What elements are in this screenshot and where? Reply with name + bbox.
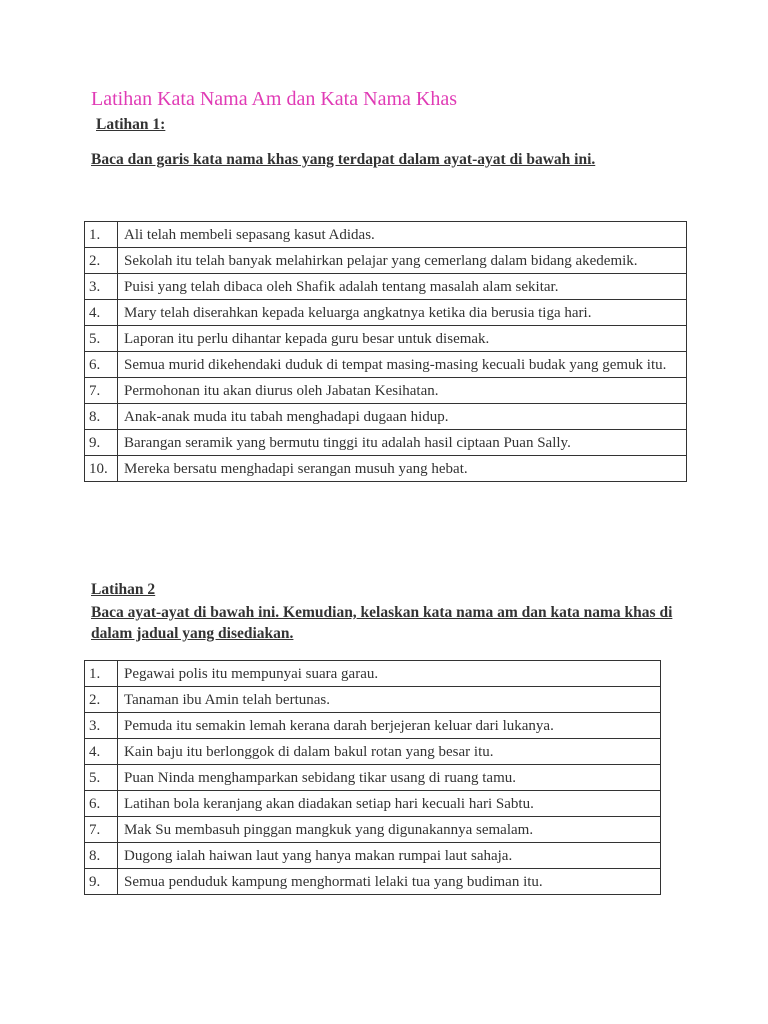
row-number: 7. <box>85 817 118 843</box>
table-row <box>85 248 687 274</box>
row-sentence: Latihan bola keranjang akan diadakan setiap hari kecuali hari Sabtu. <box>118 791 661 817</box>
row-number: 7. <box>85 378 118 404</box>
table-row <box>85 661 661 687</box>
row-number: 5. <box>85 326 118 352</box>
table-row <box>85 713 661 739</box>
table-row <box>85 352 687 378</box>
table-row <box>85 739 661 765</box>
table-row <box>85 869 661 895</box>
row-sentence: Tanaman ibu Amin telah bertunas. <box>118 687 661 713</box>
table-row <box>85 456 687 482</box>
table-row <box>85 765 661 791</box>
row-number: 8. <box>85 404 118 430</box>
row-number: 4. <box>85 739 118 765</box>
page-title: Latihan Kata Nama Am dan Kata Nama Khas <box>91 88 457 110</box>
table-row <box>85 817 661 843</box>
table-row <box>85 843 661 869</box>
row-number: 4. <box>85 300 118 326</box>
latihan2-heading: Latihan 2 <box>91 581 156 598</box>
latihan1-instruction: Baca dan garis kata nama khas yang terdapat dalam ayat-ayat di bawah ini. <box>91 151 596 168</box>
row-sentence: Anak-anak muda itu tabah menghadapi dugaan hidup. <box>118 404 687 430</box>
table-row <box>85 430 687 456</box>
row-sentence: Dugong ialah haiwan laut yang hanya makan rumpai laut sahaja. <box>118 843 661 869</box>
latihan1-heading: Latihan 1: <box>96 116 166 133</box>
row-number: 2. <box>85 687 118 713</box>
latihan1-table <box>84 221 687 482</box>
row-sentence: Barangan seramik yang bermutu tinggi itu adalah hasil ciptaan Puan Sally. <box>118 430 687 456</box>
row-sentence: Puan Ninda menghamparkan sebidang tikar usang di ruang tamu. <box>118 765 661 791</box>
row-sentence: Mak Su membasuh pinggan mangkuk yang digunakannya semalam. <box>118 817 661 843</box>
row-sentence: Pegawai polis itu mempunyai suara garau. <box>118 661 661 687</box>
row-sentence: Kain baju itu berlonggok di dalam bakul rotan yang besar itu. <box>118 739 661 765</box>
table-row <box>85 222 687 248</box>
row-number: 3. <box>85 274 118 300</box>
latihan2-table <box>84 660 661 895</box>
row-number: 6. <box>85 791 118 817</box>
table-row <box>85 687 661 713</box>
row-number: 8. <box>85 843 118 869</box>
row-sentence: Permohonan itu akan diurus oleh Jabatan Kesihatan. <box>118 378 687 404</box>
row-number: 9. <box>85 869 118 895</box>
row-sentence: Puisi yang telah dibaca oleh Shafik adalah tentang masalah alam sekitar. <box>118 274 687 300</box>
table-row <box>85 300 687 326</box>
row-sentence: Mary telah diserahkan kepada keluarga angkatnya ketika dia berusia tiga hari. <box>118 300 687 326</box>
row-number: 9. <box>85 430 118 456</box>
row-sentence: Laporan itu perlu dihantar kepada guru besar untuk disemak. <box>118 326 687 352</box>
row-number: 3. <box>85 713 118 739</box>
table-row <box>85 404 687 430</box>
row-number: 10. <box>85 456 118 482</box>
table-row <box>85 274 687 300</box>
row-number: 1. <box>85 661 118 687</box>
row-number: 5. <box>85 765 118 791</box>
row-sentence: Ali telah membeli sepasang kasut Adidas. <box>118 222 687 248</box>
row-number: 2. <box>85 248 118 274</box>
row-sentence: Semua penduduk kampung menghormati lelaki tua yang budiman itu. <box>118 869 661 895</box>
latihan2-instruction: Baca ayat-ayat di bawah ini. Kemudian, kelaskan kata nama am dan kata nama khas di dalam jadual yang disediakan. <box>91 604 673 642</box>
row-sentence: Mereka bersatu menghadapi serangan musuh yang hebat. <box>118 456 687 482</box>
table-row <box>85 378 687 404</box>
row-sentence: Sekolah itu telah banyak melahirkan pelajar yang cemerlang dalam bidang akedemik. <box>118 248 687 274</box>
row-sentence: Pemuda itu semakin lemah kerana darah berjejeran keluar dari lukanya. <box>118 713 661 739</box>
table-row <box>85 791 661 817</box>
row-sentence: Semua murid dikehendaki duduk di tempat masing-masing kecuali budak yang gemuk itu. <box>118 352 687 378</box>
row-number: 6. <box>85 352 118 378</box>
row-number: 1. <box>85 222 118 248</box>
table-row <box>85 326 687 352</box>
